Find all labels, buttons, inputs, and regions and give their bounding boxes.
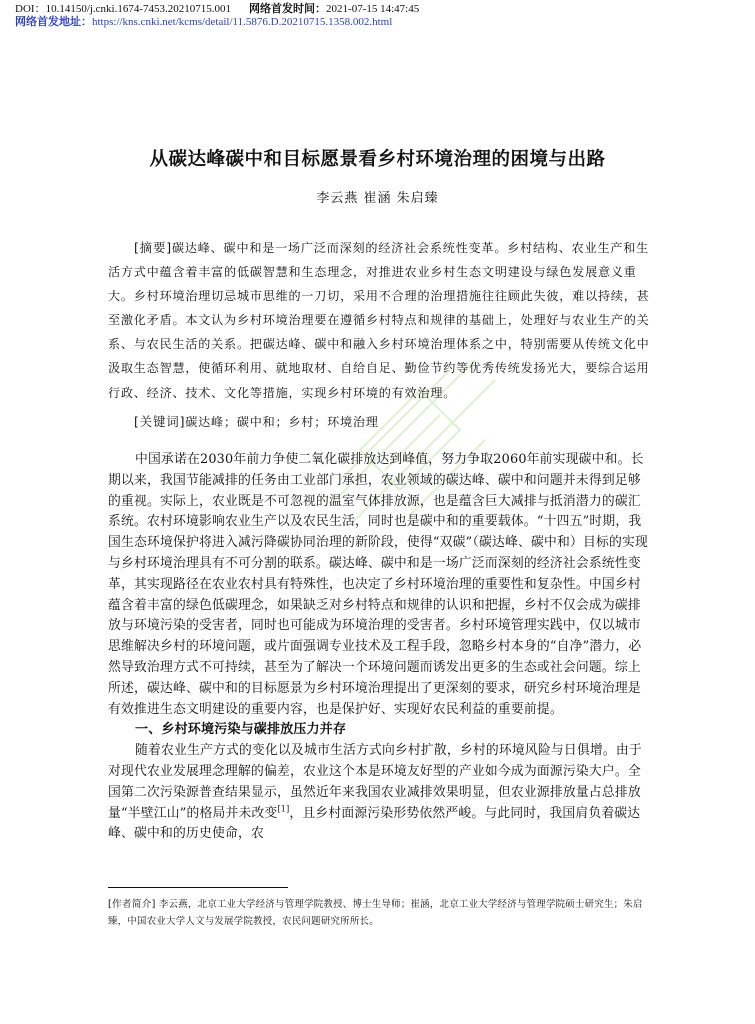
address-line [15,16,392,29]
body-paragraph-1: 中国承诺在2030年前力争使二氧化碳排放达到峰值，努力争取2060年前实现碳中和。长期以来，我国节能减排的任务由工业部门承担，农业领域的碳达峰、碳中和问题并未得到足够的重视。实际上，农业既是不可忽视的温室气体排放源，也是蕴含巨大减排与抵消潜力的碳汇系统。农村环境影响农业生产以及农民生活，同时也是碳中和的重要载体。“十四五”时期，我国生态环境保护将进入减污降碳协同治理的新阶段，使得“双碳”（碳达峰、碳中和）目标的实现与乡村环境治理具有不可分割的联系。碳达峰、碳中和是一场广泛而深刻的经济社会系统性变革，其实现路径在农业农村具有特殊性，也决定了乡村环境治理的重要性和复杂性。中国乡村蕴含着丰富的绿色低碳理念，如果缺乏对乡村特点和规律的认识和把握，乡村不仅会成为碳排放与环境污染的受害者，同时也可能成为环境治理的受害者。乡村环境管理实践中，仅以城市思维解决乡村的环境问题，或片面强调专业技术及工程手段，忽略乡村本身的“自净”潜力，必然导致治理方式不可持续，甚至为了解决一个环境问题而诱发出更多的生态或社会问题。综上所述，碳达峰、碳中和的目标愿景为乡村环境治理提出了更深刻的要求，研究乡村环境治理是有效推进生态文明建设的重要内容，也是保护好、实现好农民利益的重要前提。 [108,452,648,717]
first-pub-label: 网络首发时间： [249,3,327,15]
paragraph-2-text-a: 随着农业生产方式的变化以及城市生活方式向乡村扩散，乡村的环境风险与日俱增。由于对现代农业发展理念理解的偏差，农业这个本是环境友好型的产业如今成为面源污染大户。全国第二次污染源普查结果显示，虽然近年来我国农业减排效果明显，但农业源排放量占总排放量“半壁江山”的格局并未改变 [108,743,642,821]
keywords [108,410,652,434]
abstract-text: 碳达峰、碳中和是一场广泛而深刻的经济社会系统性变革。乡村结构、农业生产和生活方式中蕴含着丰富的低碳智慧和生态理念，对推进农业乡村生态文明建设与绿色发展意义重大。乡村环境治理切忌城市思维的一刀切，采用不合理的治理措施往往顾此失彼，难以持续，甚至激化矛盾。本文认为乡村环境治理要在遵循乡村特点和规律的基础上，处理好与农业生产的关系、与农民生活的关系。把碳达峰、碳中和融入乡村环境治理体系之中，特别需要从传统文化中汲取生态智慧，使循环利用、就地取材、自给自足、勤俭节约等优秀传统发扬光大，要综合运用行政、经济、技术、文化等措施，实现乡村环境的有效治理。 [108,241,650,400]
keywords-text: 碳达峰；碳中和；乡村；环境治理 [185,415,379,429]
footnote-text: 李云燕，北京工业大学经济与管理学院教授、博士生导师；崔涵，北京工业大学经济与管理学院硕士研究生；朱启臻，中国农业大学人文与发展学院教授，农民问题研究所所长。 [108,899,643,927]
footnote-label: [作者简介] [108,899,156,910]
paragraph-2-text-b: ，且乡村面源污染形势依然严峻。与此同时，我国肩负着碳达峰、碳中和的历史使命，农 [108,805,641,842]
first-pub-time: 2021-07-15 14:47:45 [326,3,420,15]
page-title: 从碳达峰碳中和目标愿景看乡村环境治理的困境与出路 [149,149,606,170]
keywords-label: [关键词] [134,414,186,429]
doi-line [15,3,419,16]
citation-ref[interactable]: [1] [277,804,290,814]
doi-label: DOI： [15,3,46,15]
article-body [108,450,652,845]
footnote-divider [108,887,288,888]
doi-value: 10.14150/j.cnki.1674-7453.20210715.001 [45,3,232,15]
address-label: 网络首发地址： [15,16,92,28]
body-paragraph-2 [108,741,652,845]
authors: 李云燕 崔涵 朱启臻 [316,191,439,206]
author-footnote [108,896,658,930]
section-heading-1: 一、乡村环境污染与碳排放压力并存 [135,722,347,738]
abstract-label: [摘要] [134,240,172,255]
abstract [108,236,652,405]
address-link[interactable]: https://kns.cnki.net/kcms/detail/11.5876.D.20210715.1358.002.html [92,16,393,28]
